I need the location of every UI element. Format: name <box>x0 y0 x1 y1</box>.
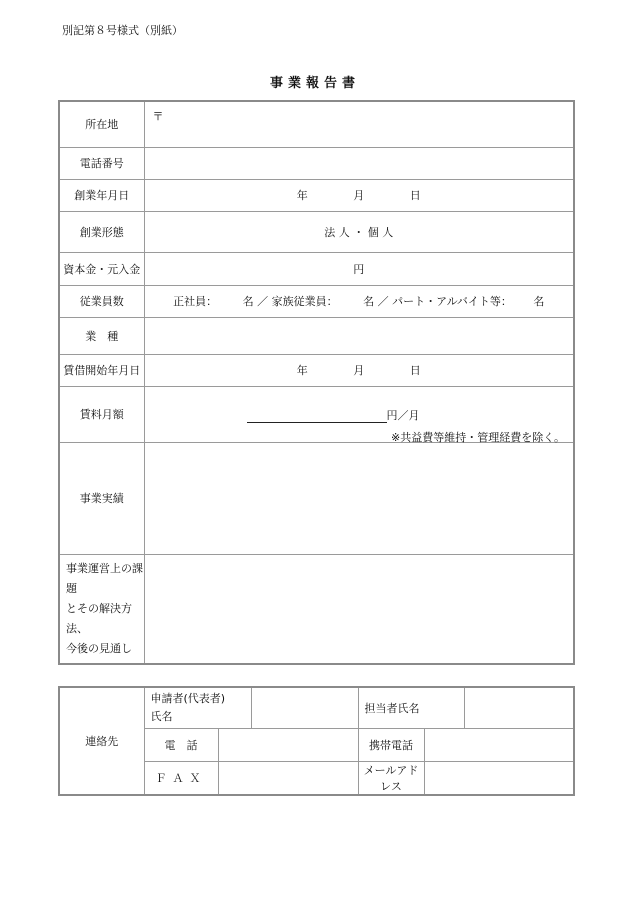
founded-date-field[interactable] <box>144 179 574 211</box>
rent-unit: 円／月 <box>386 408 420 422</box>
fax-field[interactable] <box>218 761 358 795</box>
industry-field[interactable] <box>144 317 574 354</box>
lease-day-unit: 日 <box>409 364 421 377</box>
lease-start-label: 賃借開始年月日 <box>59 354 144 386</box>
capital-label: 資本金・元入金 <box>59 252 144 285</box>
issues-label-line-3: 今後の見通し <box>66 641 132 655</box>
part-time-unit: 名 <box>533 295 545 308</box>
issues-field[interactable] <box>144 554 574 664</box>
mobile-field[interactable] <box>424 728 574 761</box>
contact-label: 連絡先 <box>59 687 144 795</box>
results-row <box>59 442 574 554</box>
applicant-name-field[interactable] <box>251 687 358 728</box>
rent-label: 賃料月額 <box>59 386 144 442</box>
regular-staff-label: 正社員： <box>173 295 218 308</box>
applicant-line-2: 氏名 <box>150 709 173 723</box>
employees-label: 従業員数 <box>59 285 144 317</box>
separator-1: ／ <box>257 295 269 308</box>
year-unit: 年 <box>296 189 308 202</box>
capital-row <box>59 252 574 285</box>
lease-start-row <box>59 354 574 386</box>
lease-start-date-field[interactable] <box>144 354 574 386</box>
rent-amount-blank[interactable] <box>247 410 387 423</box>
day-unit: 日 <box>409 189 421 202</box>
founded-label: 創業年月日 <box>59 179 144 211</box>
form-type-options[interactable]: 法 人 ・ 個 人 <box>144 211 574 252</box>
mobile-label: 携帯電話 <box>358 728 424 761</box>
part-time-label: パート・アルバイト等： <box>392 295 512 308</box>
address-field[interactable] <box>144 101 574 147</box>
person-in-charge-label: 担当者氏名 <box>358 687 464 728</box>
results-label: 事業実績 <box>59 442 144 554</box>
lease-year-unit: 年 <box>296 364 308 377</box>
results-field[interactable] <box>144 442 574 554</box>
tel-label: 電 話 <box>144 728 218 761</box>
regular-unit: 名 <box>242 295 254 308</box>
applicant-line-1: 申請者(代表者) <box>150 691 226 705</box>
yen-unit: 円 <box>353 262 365 276</box>
address-label: 所在地 <box>59 101 144 147</box>
industry-label: 業 種 <box>59 317 144 354</box>
lease-month-unit: 月 <box>353 364 365 377</box>
email-field[interactable] <box>424 761 574 795</box>
document-title: 事業報告書 <box>269 76 360 91</box>
rent-note: ※共益費等維持・管理経費を除く。 <box>391 430 565 444</box>
address-row <box>59 101 574 147</box>
family-unit: 名 <box>363 295 375 308</box>
contact-table <box>58 686 575 796</box>
report-table <box>58 100 575 665</box>
fax-label: ＦＡＸ <box>144 761 218 795</box>
form-number-label: 別記第８号様式（別紙） <box>62 24 183 37</box>
issues-label-line-1: 事業運営上の課題 <box>66 561 143 595</box>
rent-row <box>59 386 574 442</box>
separator-2: ／ <box>377 295 389 308</box>
issues-row <box>59 554 574 664</box>
applicant-name-label <box>144 687 251 728</box>
form-type-row <box>59 211 574 252</box>
email-label: メールアドレス <box>358 761 424 795</box>
month-unit: 月 <box>353 189 365 202</box>
employees-field[interactable] <box>144 285 574 317</box>
rent-field[interactable] <box>144 386 574 442</box>
industry-row <box>59 317 574 354</box>
phone-row <box>59 147 574 179</box>
issues-label <box>59 554 144 664</box>
phone-label: 電話番号 <box>59 147 144 179</box>
form-type-label: 創業形態 <box>59 211 144 252</box>
issues-label-line-2: とその解決方法、 <box>66 601 132 635</box>
phone-field[interactable] <box>144 147 574 179</box>
family-staff-label: 家族従業員： <box>271 295 338 308</box>
employees-row <box>59 285 574 317</box>
capital-field[interactable] <box>144 252 574 285</box>
postal-mark: 〒 <box>152 110 164 123</box>
person-in-charge-field[interactable] <box>464 687 574 728</box>
founded-row <box>59 179 574 211</box>
tel-field[interactable] <box>218 728 358 761</box>
